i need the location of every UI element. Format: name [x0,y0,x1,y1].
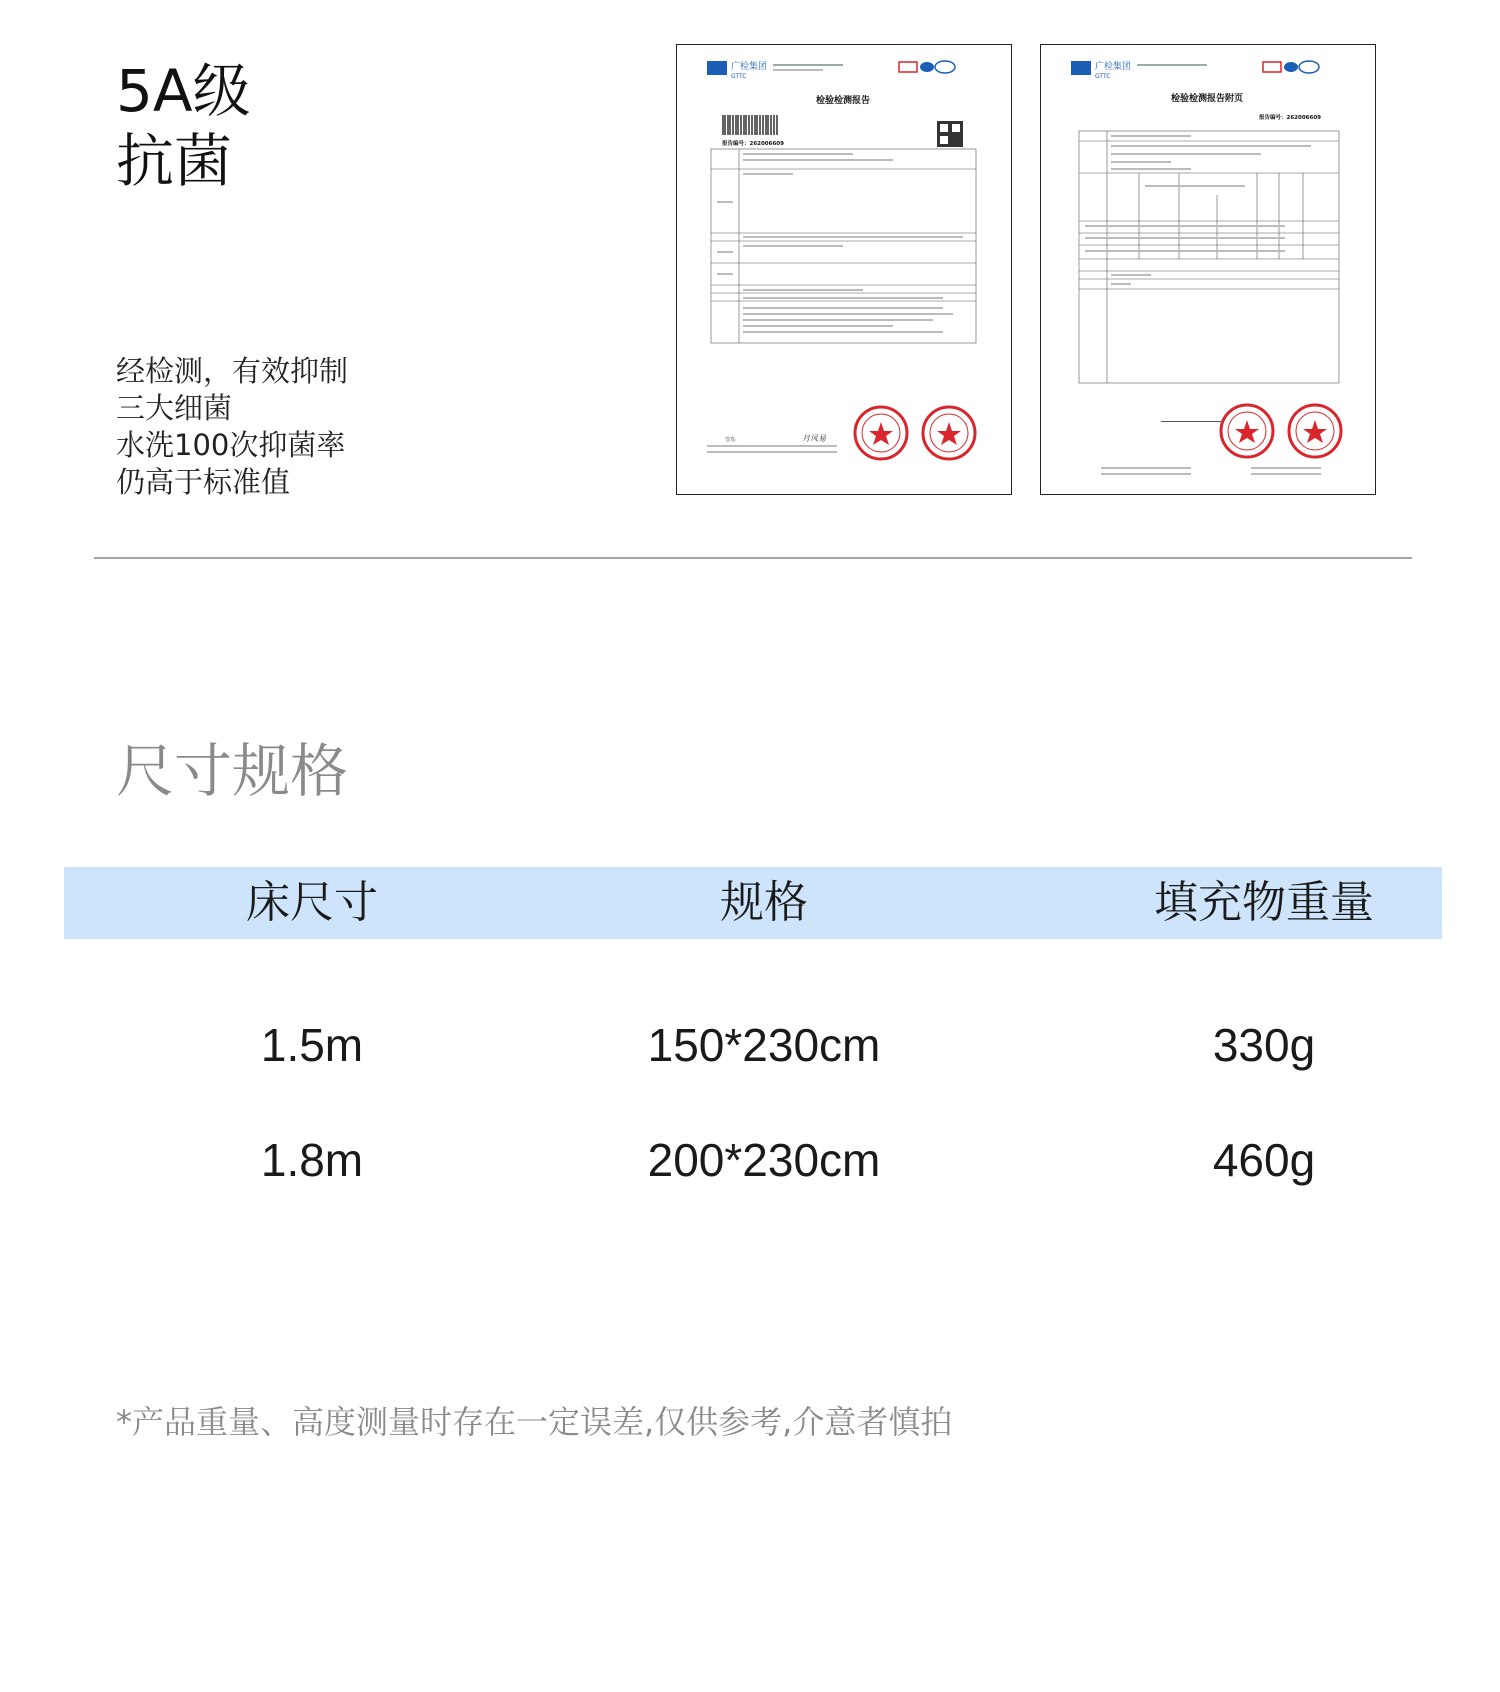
cell-dimensions: 200*230cm [647,1134,881,1186]
red-seal-icon [1289,405,1341,457]
test-report-appendix-image [1040,44,1376,495]
report-org: 广检集团 [1095,62,1132,72]
report-title: 检验检测报告附页 [1170,94,1244,104]
test-report-image [676,44,1012,495]
barcode-icon [722,115,780,135]
cnas-mark-icon [1299,61,1319,73]
description-line-4: 仍高于标准值 [116,465,291,499]
header-dimensions: 规格 [720,877,808,928]
test-report-document [677,45,1010,493]
cnas-mark-icon [935,61,955,73]
spec-section-title: 尺寸规格 [116,737,349,805]
description-line-2: 三大细菌 [116,391,233,425]
red-seal-icon [855,407,907,459]
red-seal-icon [923,407,975,459]
report-org-en: GTTC [1095,73,1111,80]
test-report-appendix-document [1041,45,1374,493]
svg-text:签发:: 签发: [725,437,737,443]
feature-title-line-1: 5A级 [116,57,251,125]
report-org: 广检集团 [731,62,768,72]
report-title: 检验检测报告 [815,96,871,106]
feature-title [116,56,251,196]
section-divider [94,557,1412,559]
cell-bed-size: 1.5m [260,1019,364,1071]
ilac-mark-icon [920,62,934,72]
report-org-en: GTTC [731,73,747,80]
spec-table-header [64,867,1442,939]
cell-filling-weight: 460g [1212,1134,1316,1186]
gttc-logo-icon [707,61,727,75]
svg-text:月风易: 月风易 [802,434,826,443]
measurement-disclaimer: *产品重量、高度测量时存在一定误差,仅供参考,介意者慎拍 [116,1403,953,1441]
cma-mark-icon [899,62,917,72]
cell-dimensions: 150*230cm [647,1019,881,1071]
report-number: 报告编号：262006609 [1259,115,1321,121]
gttc-logo-icon [1071,61,1091,75]
header-bed-size: 床尺寸 [246,877,378,928]
description-line-1: 经检测，有效抑制 [116,354,349,388]
ilac-mark-icon [1284,62,1298,72]
table-row [64,1125,1442,1195]
cell-filling-weight: 330g [1212,1019,1316,1071]
description-line-3: 水洗100次抑菌率 [116,428,346,462]
red-seal-icon [1221,405,1273,457]
header-filling-weight: 填充物重量 [1154,877,1374,928]
report-number: 报告编号：262006609 [722,141,784,147]
cma-mark-icon [1263,62,1281,72]
feature-description [116,353,348,501]
table-row [64,1010,1442,1080]
feature-title-line-2: 抗菌 [116,127,233,195]
cell-bed-size: 1.8m [260,1134,364,1186]
